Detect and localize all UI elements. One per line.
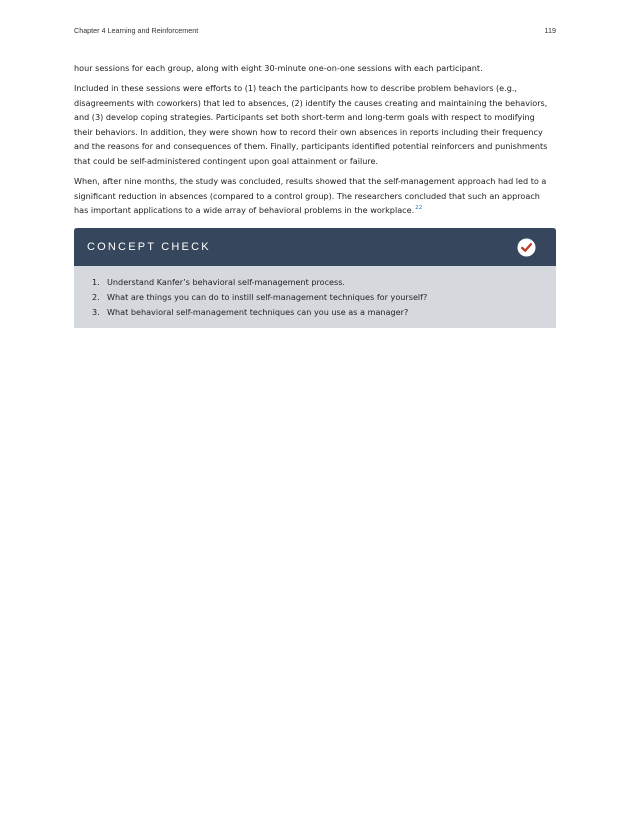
concept-check-title: CONCEPT CHECK xyxy=(87,240,211,253)
paragraph-results-text: When, after nine months, the study was concluded, results showed that the self-management approach had led to a significant reduction in absences (compared to a control group). The researchers concluded that such an approach has important applications to a wide array of behavioral problems in the workplace. xyxy=(74,176,547,216)
concept-check-header xyxy=(74,228,556,266)
concept-check-item xyxy=(92,275,542,290)
concept-check-item-text: Understand Kanfer’s behavioral self-management process. xyxy=(107,276,346,287)
concept-check-item-number: 2. xyxy=(92,291,100,302)
concept-check-item xyxy=(92,290,542,305)
concept-check-item-text: What are things you can do to instill self-management techniques for yourself? xyxy=(107,291,428,302)
paragraph-continuation: hour sessions for each group, along with eight 30-minute one-on-one sessions with each participant. xyxy=(74,63,483,73)
concept-check-item-text: What behavioral self-management techniques can you use as a manager? xyxy=(107,306,409,317)
paragraph-sessions: Included in these sessions were efforts to (1) teach the participants how to describe problem behaviors (e.g., disagreements with coworkers) that led to absences, (2) identify the causes creating and maintaining the behaviors, and (3) develop coping strategies. Participants set both short-term and long-term goals with respect to modifying their behaviors. In addition, they were shown how to record their own absences in reports including their frequency and the reasons for and consequences of them. Finally, participants identified potential reinforcers and punishments that could be self-administered contingent upon goal attainment or failure. xyxy=(74,83,548,167)
check-circle-icon xyxy=(517,238,536,257)
concept-check-list xyxy=(92,275,542,320)
chapter-title: Chapter 4 Learning and Reinforcement xyxy=(74,26,199,35)
running-header xyxy=(74,26,556,38)
concept-check-body xyxy=(74,266,556,328)
concept-check-item-number: 3. xyxy=(92,306,100,317)
concept-check-item-number: 1. xyxy=(92,276,100,287)
page-content xyxy=(74,61,556,328)
concept-check-item xyxy=(92,305,542,320)
page-number: 119 xyxy=(544,26,556,35)
concept-check-box xyxy=(74,228,556,328)
footnote-link[interactable]: 22 xyxy=(415,205,423,212)
paragraph-results xyxy=(74,174,556,218)
